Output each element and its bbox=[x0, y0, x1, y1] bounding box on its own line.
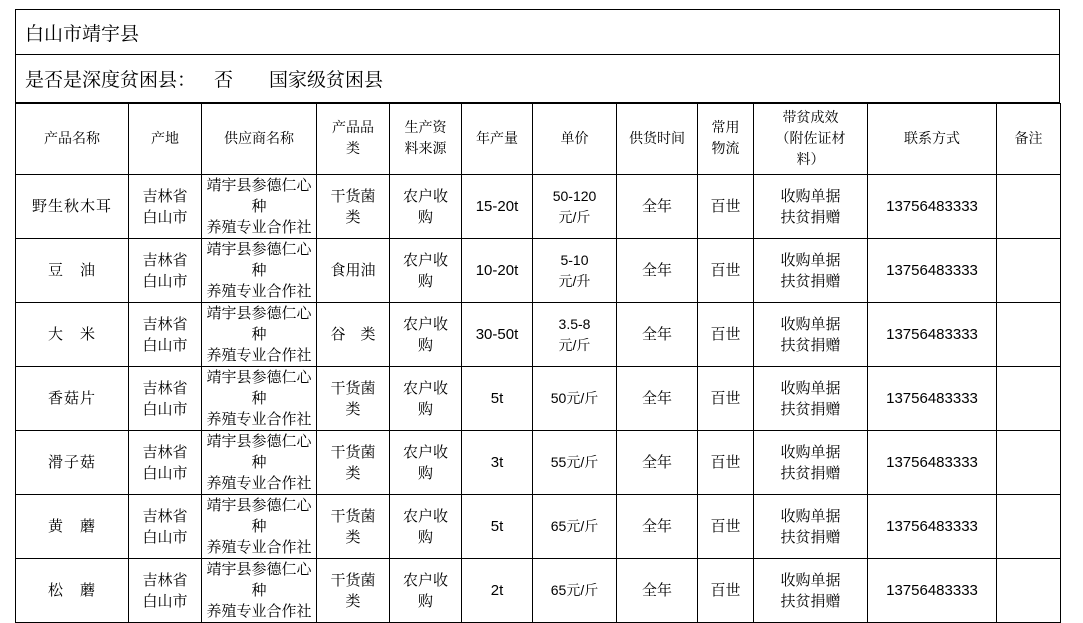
cell-source: 农户收 购 bbox=[390, 431, 462, 495]
cell-logistics: 百世 bbox=[698, 175, 754, 239]
cell-supply-time: 全年 bbox=[617, 431, 698, 495]
cell-logistics: 百世 bbox=[698, 239, 754, 303]
cell-logistics: 百世 bbox=[698, 367, 754, 431]
header-contact: 联系方式 bbox=[868, 104, 997, 175]
cell-remark bbox=[997, 175, 1061, 239]
cell-contact: 13756483333 bbox=[868, 431, 997, 495]
cell-supplier: 靖宇县参德仁心种 养殖专业合作社 bbox=[202, 239, 317, 303]
cell-origin: 吉林省 白山市 bbox=[129, 367, 202, 431]
cell-proof: 收购单据 扶贫捐赠 bbox=[754, 239, 868, 303]
cell-supply-time: 全年 bbox=[617, 495, 698, 559]
cell-proof: 收购单据 扶贫捐赠 bbox=[754, 303, 868, 367]
cell-remark bbox=[997, 303, 1061, 367]
cell-origin: 吉林省 白山市 bbox=[129, 175, 202, 239]
cell-price: 55元/斤 bbox=[533, 431, 617, 495]
cell-source: 农户收 购 bbox=[390, 303, 462, 367]
cell-origin: 吉林省 白山市 bbox=[129, 495, 202, 559]
cell-remark bbox=[997, 239, 1061, 303]
cell-category: 食用油 bbox=[317, 239, 390, 303]
county-title-text: 白山市靖宇县 bbox=[25, 22, 140, 45]
cell-product: 豆 油 bbox=[16, 239, 129, 303]
cell-logistics: 百世 bbox=[698, 431, 754, 495]
cell-remark bbox=[997, 495, 1061, 559]
cell-category: 干货菌 类 bbox=[317, 367, 390, 431]
supply-sheet bbox=[15, 9, 1060, 623]
cell-output: 5t bbox=[462, 495, 533, 559]
cell-product: 滑子菇 bbox=[16, 431, 129, 495]
cell-product: 香菇片 bbox=[16, 367, 129, 431]
header-remark: 备注 bbox=[997, 104, 1061, 175]
cell-source: 农户收 购 bbox=[390, 175, 462, 239]
cell-category: 干货菌 类 bbox=[317, 495, 390, 559]
cell-output: 30-50t bbox=[462, 303, 533, 367]
cell-supplier: 靖宇县参德仁心种 养殖专业合作社 bbox=[202, 303, 317, 367]
cell-contact: 13756483333 bbox=[868, 175, 997, 239]
cell-contact: 13756483333 bbox=[868, 239, 997, 303]
cell-source: 农户收 购 bbox=[390, 495, 462, 559]
cell-price: 50-120 元/斤 bbox=[533, 175, 617, 239]
cell-proof: 收购单据 扶贫捐赠 bbox=[754, 559, 868, 623]
cell-proof: 收购单据 扶贫捐赠 bbox=[754, 175, 868, 239]
cell-supplier: 靖宇县参德仁心种 养殖专业合作社 bbox=[202, 367, 317, 431]
cell-supply-time: 全年 bbox=[617, 303, 698, 367]
county-title bbox=[15, 9, 1060, 55]
cell-remark bbox=[997, 431, 1061, 495]
poverty-level: 国家级贫困县 bbox=[269, 69, 384, 91]
cell-origin: 吉林省 白山市 bbox=[129, 239, 202, 303]
cell-source: 农户收 购 bbox=[390, 559, 462, 623]
cell-supplier: 靖宇县参德仁心种 养殖专业合作社 bbox=[202, 559, 317, 623]
header-product: 产品名称 bbox=[16, 104, 129, 175]
header-logistics: 常用 物流 bbox=[698, 104, 754, 175]
cell-remark bbox=[997, 367, 1061, 431]
table-row bbox=[16, 239, 1061, 303]
cell-logistics: 百世 bbox=[698, 495, 754, 559]
cell-source: 农户收 购 bbox=[390, 367, 462, 431]
cell-price: 5-10 元/升 bbox=[533, 239, 617, 303]
cell-category: 干货菌 类 bbox=[317, 175, 390, 239]
cell-price: 65元/斤 bbox=[533, 559, 617, 623]
table-row bbox=[16, 175, 1061, 239]
cell-contact: 13756483333 bbox=[868, 367, 997, 431]
cell-proof: 收购单据 扶贫捐赠 bbox=[754, 431, 868, 495]
cell-origin: 吉林省 白山市 bbox=[129, 303, 202, 367]
cell-category: 谷 类 bbox=[317, 303, 390, 367]
header-category: 产品品 类 bbox=[317, 104, 390, 175]
cell-product: 大 米 bbox=[16, 303, 129, 367]
header-proof: 带贫成效 （附佐证材 料） bbox=[754, 104, 868, 175]
product-table bbox=[15, 103, 1061, 623]
cell-product: 黄 蘑 bbox=[16, 495, 129, 559]
cell-supply-time: 全年 bbox=[617, 239, 698, 303]
cell-logistics: 百世 bbox=[698, 559, 754, 623]
cell-output: 3t bbox=[462, 431, 533, 495]
table-body bbox=[16, 175, 1061, 623]
cell-output: 15-20t bbox=[462, 175, 533, 239]
cell-supplier: 靖宇县参德仁心种 养殖专业合作社 bbox=[202, 175, 317, 239]
table-row bbox=[16, 559, 1061, 623]
cell-product: 野生秋木耳 bbox=[16, 175, 129, 239]
cell-category: 干货菌 类 bbox=[317, 559, 390, 623]
cell-output: 10-20t bbox=[462, 239, 533, 303]
poverty-label: 是否是深度贫困县： bbox=[25, 69, 197, 91]
cell-origin: 吉林省 白山市 bbox=[129, 431, 202, 495]
cell-contact: 13756483333 bbox=[868, 495, 997, 559]
cell-proof: 收购单据 扶贫捐赠 bbox=[754, 495, 868, 559]
cell-output: 2t bbox=[462, 559, 533, 623]
cell-source: 农户收 购 bbox=[390, 239, 462, 303]
table-row bbox=[16, 495, 1061, 559]
header-supplier: 供应商名称 bbox=[202, 104, 317, 175]
cell-contact: 13756483333 bbox=[868, 559, 997, 623]
header-origin: 产地 bbox=[129, 104, 202, 175]
cell-remark bbox=[997, 559, 1061, 623]
cell-price: 50元/斤 bbox=[533, 367, 617, 431]
poverty-answer: 否 bbox=[214, 69, 234, 91]
cell-price: 3.5-8 元/斤 bbox=[533, 303, 617, 367]
header-output: 年产量 bbox=[462, 104, 533, 175]
cell-contact: 13756483333 bbox=[868, 303, 997, 367]
cell-supplier: 靖宇县参德仁心种 养殖专业合作社 bbox=[202, 431, 317, 495]
table-header-row bbox=[16, 104, 1061, 175]
table-row bbox=[16, 431, 1061, 495]
header-price: 单价 bbox=[533, 104, 617, 175]
cell-supply-time: 全年 bbox=[617, 559, 698, 623]
cell-category: 干货菌 类 bbox=[317, 431, 390, 495]
header-source: 生产资 料来源 bbox=[390, 104, 462, 175]
poverty-info bbox=[15, 55, 1060, 103]
cell-product: 松 蘑 bbox=[16, 559, 129, 623]
table-row bbox=[16, 303, 1061, 367]
table-row bbox=[16, 367, 1061, 431]
cell-logistics: 百世 bbox=[698, 303, 754, 367]
cell-price: 65元/斤 bbox=[533, 495, 617, 559]
cell-supply-time: 全年 bbox=[617, 367, 698, 431]
cell-supply-time: 全年 bbox=[617, 175, 698, 239]
header-supply-time: 供货时间 bbox=[617, 104, 698, 175]
cell-supplier: 靖宇县参德仁心种 养殖专业合作社 bbox=[202, 495, 317, 559]
cell-origin: 吉林省 白山市 bbox=[129, 559, 202, 623]
cell-output: 5t bbox=[462, 367, 533, 431]
cell-proof: 收购单据 扶贫捐赠 bbox=[754, 367, 868, 431]
